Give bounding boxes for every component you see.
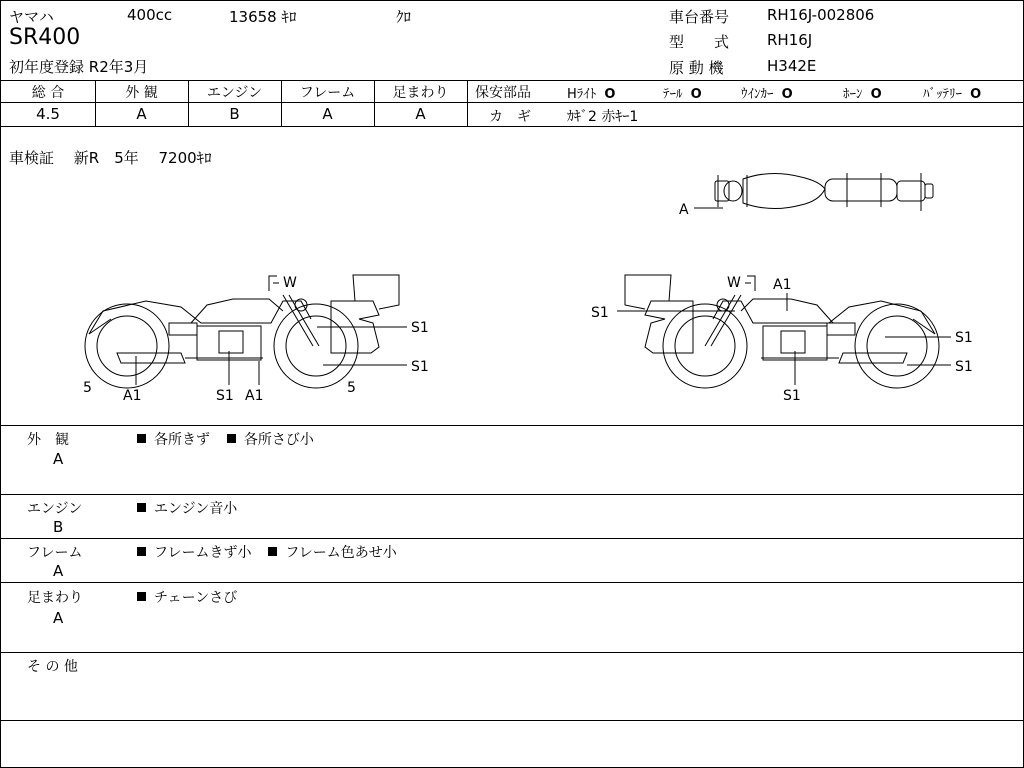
engine-model-label: 原 動 機: [669, 59, 724, 77]
safety-parts-label: 保安部品: [475, 85, 531, 101]
displacement-text: 400cc: [127, 6, 173, 24]
safety-item-label: ｳｲﾝｶｰ: [741, 87, 774, 102]
bullet-square-icon: [137, 503, 146, 512]
divider: [1, 425, 1023, 426]
bullet-square-icon: [268, 547, 277, 556]
grade-engine-label: エンジン: [206, 85, 263, 101]
section-label-exterior: 外 観: [27, 432, 69, 448]
first-registration-text: 初年度登録 R2年3月: [9, 58, 149, 76]
color-text: ｸﾛ: [396, 8, 412, 26]
ok-mark-icon: O: [781, 87, 793, 102]
divider: [1, 538, 1023, 539]
safety-item-label: ﾊﾞｯﾃﾘｰ: [923, 87, 962, 102]
grade-engine-value: B: [229, 105, 240, 123]
safety-item-winker: [741, 83, 793, 102]
divider: [1, 102, 467, 103]
section-grade-frame: A: [53, 562, 64, 580]
mark-left-s1-engine: S1: [216, 388, 234, 404]
bullet-square-icon: [227, 434, 236, 443]
ok-mark-icon: O: [970, 87, 982, 102]
section-label-frame: フレーム: [27, 545, 83, 561]
section-grade-exterior: A: [53, 450, 64, 468]
section-label-other: そ の 他: [27, 659, 78, 675]
grade-suspension-value: A: [415, 105, 426, 123]
mark-left-5-front: 5: [347, 380, 356, 396]
grade-overall-value: 4.5: [36, 105, 60, 123]
maker-text: ヤマハ: [9, 8, 54, 26]
divider: [467, 80, 468, 126]
section-grade-suspension: A: [53, 609, 64, 627]
key-value: ｶｷﾞ2 赤ｷｰ1: [567, 109, 639, 125]
grade-suspension-label: 足まわり: [392, 85, 449, 101]
mark-right-s1-side: S1: [955, 330, 973, 346]
mark-left-s1-tank: S1: [411, 320, 429, 336]
mark-left-a1-pipe: A1: [245, 388, 264, 404]
grade-overall-label: 総 合: [31, 85, 65, 101]
note-text: 各所さび小: [243, 432, 314, 448]
mark-right-s1-fork: S1: [591, 305, 609, 321]
bullet-square-icon: [137, 592, 146, 601]
grade-exterior-value: A: [136, 105, 147, 123]
section-label-engine: エンジン: [27, 501, 83, 517]
section-label-suspension: 足まわり: [27, 590, 83, 606]
section-grade-engine: B: [53, 518, 64, 536]
type-label: 型 式: [669, 33, 730, 51]
inspection-certificate: 車検証 新R 5年 7200ｷﾛ: [9, 149, 212, 167]
divider: [1, 80, 1023, 81]
grade-exterior-label: 外 観: [125, 85, 158, 101]
top-view-bike-icon: [715, 173, 933, 211]
section-notes-exterior: [137, 429, 314, 449]
safety-item-horn: [843, 83, 882, 102]
grade-frame-value: A: [322, 105, 333, 123]
note-text: 各所きず: [154, 432, 210, 448]
key-label: カ ギ: [489, 109, 531, 125]
type-value: RH16J: [767, 31, 813, 49]
safety-item-tail: [663, 83, 702, 102]
mark-right-a1: A1: [773, 277, 792, 293]
mark-left-5-rear: 5: [83, 380, 92, 396]
section-notes-frame: [137, 542, 397, 562]
divider: [1, 494, 1023, 495]
divider: [1, 720, 1023, 721]
note-text: チェーンさび: [154, 590, 238, 606]
section-notes-suspension: [137, 587, 237, 607]
left-view-bike-icon: [85, 275, 399, 388]
divider: [1, 582, 1023, 583]
safety-item-label: ﾃｰﾙ: [663, 87, 683, 102]
frame-number-label: 車台番号: [669, 8, 730, 26]
damage-diagram: [1, 127, 1023, 425]
mark-left-w: W: [283, 275, 297, 291]
mark-right-s1-wheel: S1: [955, 359, 973, 375]
ok-mark-icon: O: [870, 87, 882, 102]
ok-mark-icon: O: [690, 87, 702, 102]
safety-item-headlight: [567, 83, 615, 102]
mileage-text: 13658 ｷﾛ: [229, 8, 297, 26]
ok-mark-icon: O: [604, 87, 616, 102]
safety-item-battery: [923, 83, 981, 102]
section-notes-engine: [137, 498, 237, 518]
frame-number-value: RH16J-002806: [767, 6, 875, 24]
mark-left-a1-muffler: A1: [123, 388, 142, 404]
engine-model-value: H342E: [767, 57, 817, 75]
safety-item-label: ﾎｰﾝ: [843, 87, 863, 102]
mark-right-s1-engine: S1: [783, 388, 801, 404]
divider: [467, 102, 1023, 103]
note-text: フレームきず小: [154, 545, 252, 561]
safety-item-label: Hﾗｲﾄ: [567, 87, 597, 102]
note-text: フレーム色あせ小: [285, 545, 397, 561]
mark-top-a: A: [679, 202, 689, 218]
divider: [1, 652, 1023, 653]
bullet-square-icon: [137, 434, 146, 443]
grade-frame-label: フレーム: [299, 85, 356, 101]
mark-right-w: W: [727, 275, 741, 291]
bullet-square-icon: [137, 547, 146, 556]
note-text: エンジン音小: [154, 501, 238, 517]
model-name: SR400: [9, 25, 81, 50]
mark-left-s1-wheel: S1: [411, 359, 429, 375]
